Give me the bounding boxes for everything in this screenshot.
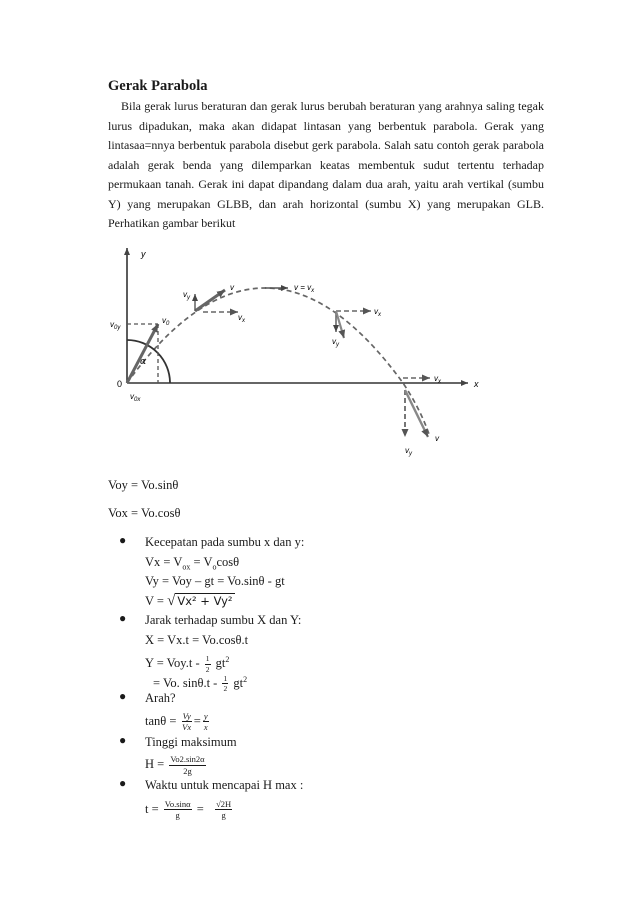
list-item-time — [108, 776, 548, 822]
bullet: ● — [119, 611, 127, 625]
x-axis-label: x — [474, 379, 479, 389]
land-v-vector — [405, 390, 428, 437]
y-axis-label: y — [141, 249, 146, 259]
item-heading: Jarak terhadap sumbu X dan Y: — [145, 613, 302, 627]
origin-label: 0 — [117, 379, 123, 389]
t-formula: t = $\frac{Vo.\sin\alpha}{g}$ = $\frac{√2H}{g}$ — [145, 798, 232, 821]
bullet: ● — [119, 732, 127, 747]
angle-arc — [127, 340, 170, 383]
land-v-label: v — [435, 434, 439, 443]
item-heading: Waktu untuk mencapai H max : — [145, 778, 304, 792]
projectile-diagram — [108, 240, 488, 465]
v-formula: V = √ Vx² + Vy² — [145, 592, 233, 609]
desc-v-vector — [336, 311, 344, 338]
item-heading: Kecepatan pada sumbu x dan y: — [145, 535, 305, 549]
v0-label: $v_0$ — [162, 316, 170, 327]
top-label: $v = v_x$ — [294, 283, 315, 294]
vy-formula: Vy = Voy – gt = Vo.sinθ - gt — [145, 574, 285, 588]
tan-formula: tanθ = $\frac{Vy}{Vx}$ = $\frac{y}{x}$ — [145, 710, 208, 733]
desc-vy-label: $v_y$ — [332, 337, 339, 348]
vox-equation: Vox = Vo.cosθ — [108, 506, 181, 520]
land-vy-label: $v_y$ — [405, 446, 412, 457]
y-formula: Y = Voy.t - $\frac{1}{2}$ $gt^2$ — [145, 654, 230, 674]
item-heading: Arah? — [145, 691, 176, 705]
v0-vector — [127, 324, 158, 383]
rising-v-label: v — [230, 283, 234, 292]
bullet: ● — [119, 689, 127, 703]
x-formula: X = Vx.t = Vo.cosθ.t — [145, 632, 249, 647]
trajectory — [127, 288, 430, 437]
intro-paragraph: Bila gerak lurus beraturan dan gerak lurus berubah beraturan yang arahnya saling tegak lurus dipadukan, maka akan didapat lintasan yang berbentuk parabola. Gerak yang lintasaa=nnya berbentuk parabola disebut gerk parabola. Salah satu contoh gerak parabola adalah gerak benda yang dilemparkan keatas membentuk sudut tertentu terhadap permukaan tanah. Gerak ini dapat dipandang dalam dua arah, yaitu arah vertikal (sumbu Y) yang merupakan GLBB, dan arah horizontal (sumbu X) yang merupakan GLB. Perhatikan gambar berikut — [108, 99, 544, 230]
list-item-direction — [108, 689, 548, 733]
bullet: ● — [119, 533, 127, 547]
list-item-velocity — [108, 533, 548, 611]
y-formula-expanded: = Vo. sinθ.t - $\frac{1}{2}$ $gt^2$ — [153, 673, 248, 694]
list-item-distance — [108, 611, 548, 694]
vx-formula: $Vx = V_{ox} = V_o\cos\theta$ — [145, 554, 240, 571]
bullet: ● — [119, 776, 127, 790]
h-formula: H = $\frac{Vo2.\sin 2\alpha}{2g}$ — [145, 754, 205, 776]
voy-equation: Voy = Vo.sinθ — [108, 478, 179, 492]
rising-vy-label: $v_y$ — [183, 290, 190, 301]
formula-list — [108, 533, 548, 822]
rising-vx-label: $v_x$ — [238, 313, 245, 324]
v0x-label: $v_{0x}$ — [130, 392, 141, 403]
v0y-label: $v_{0y}$ — [110, 320, 121, 331]
page-title: Gerak Parabola — [108, 78, 208, 94]
alpha-label: α — [140, 357, 147, 367]
desc-vx-label: $v_x$ — [374, 307, 381, 318]
land-vx-label: $v_x$ — [434, 374, 441, 385]
rising-v-vector — [195, 290, 225, 311]
item-heading: Tinggi maksimum — [145, 734, 237, 749]
list-item-max-height — [108, 733, 548, 777]
